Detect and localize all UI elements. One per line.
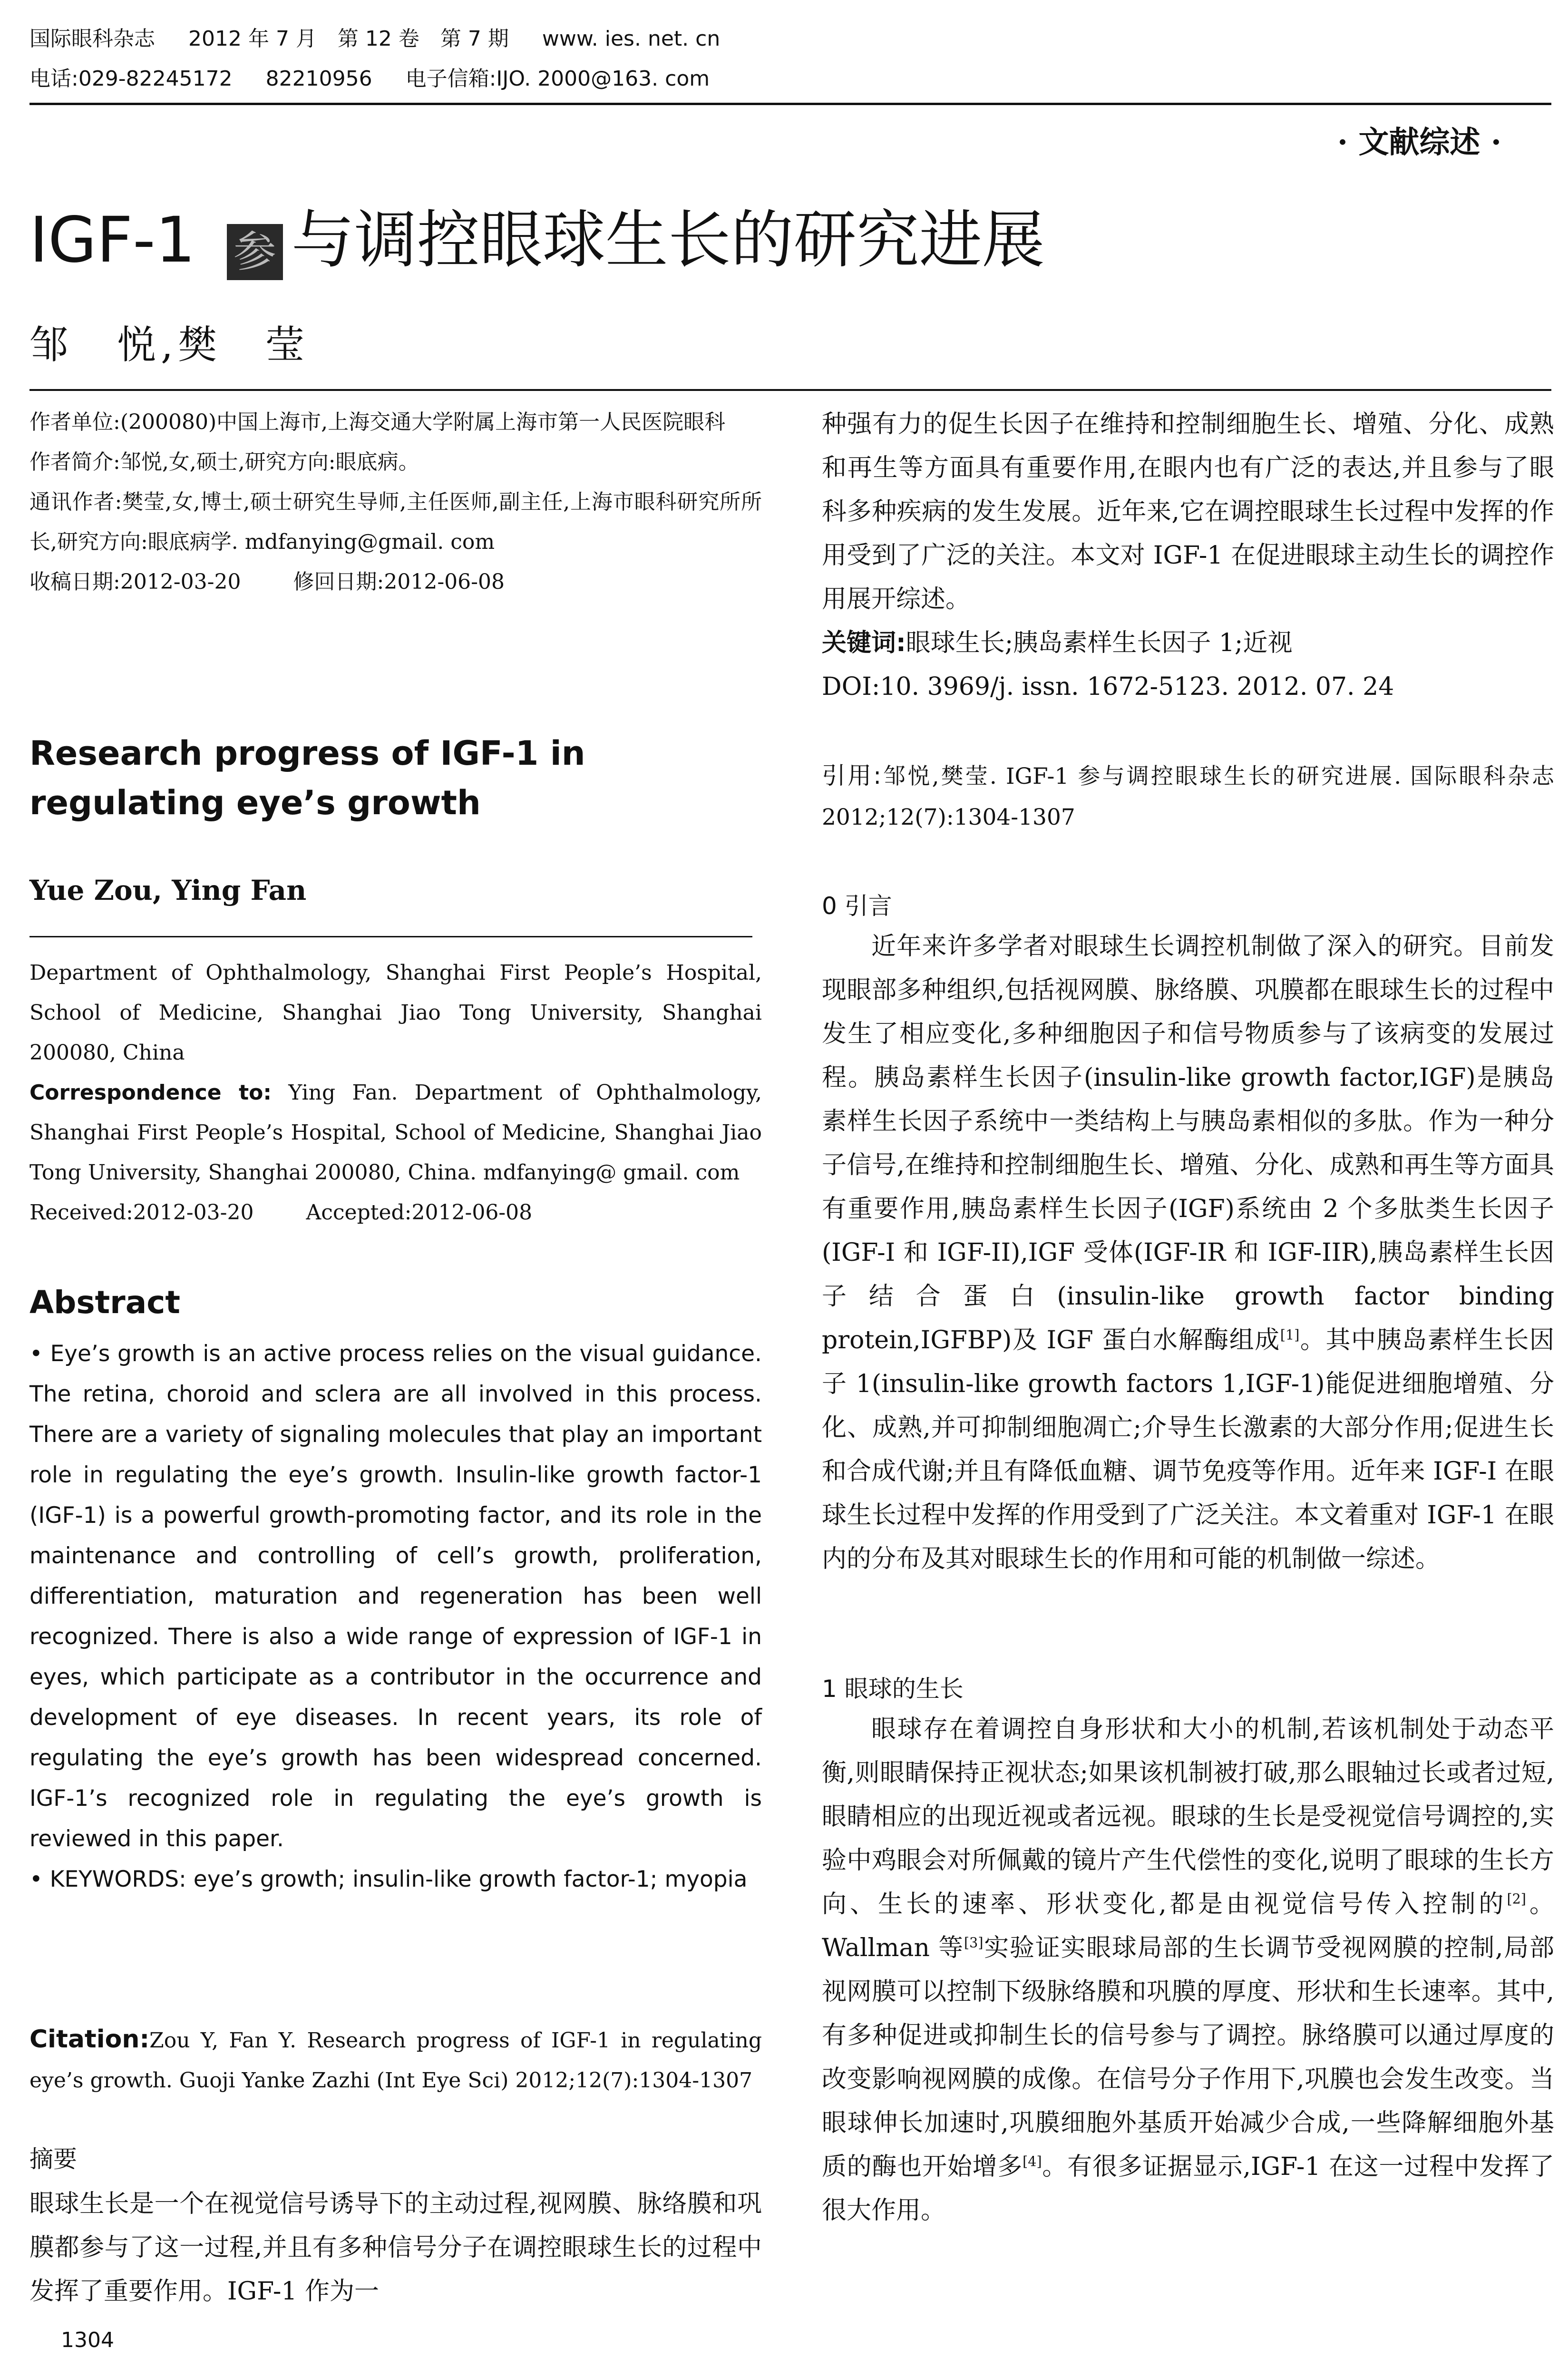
affiliation-line: 作者单位:(200080)中国上海市,上海交通大学附属上海市第一人民医院眼科: [29, 410, 726, 434]
abstract-text: • Eye’s growth is an active process relies on the visual guidance. The retina, choroid and sclera are all involved in this process. There are a variety of signaling molecules that play an important role in regulating the eye’s growth. Insulin-like growth factor-1 (IGF-1) is a powerful growth-promoting factor, and its role in the maintenance and controlling of cell’s growth, proliferation, differentiation, maturation and regeneration has been well recognized. There is also a wide range of expression of IGF-1 in eyes, which participate as a contributor in the occurrence and development of eye diseases. In recent years, its role of regulating the eye’s growth has been widespread concerned. IGF-1’s recognized role in regulating the eye’s growth is reviewed in this paper.: [29, 1341, 762, 1852]
english-authors: Yue Zou, Ying Fan: [29, 874, 307, 906]
phone-2: 82210956: [265, 67, 372, 91]
section-0-part-2: 。其中胰岛素样生长因子 1(insulin-like growth factors 1,IGF-1)能促进细胞增殖、分化、成熟,并可抑制细胞凋亡;介导生长激素的大部分作用;促进生长和合成代谢;并且有降低血糖、调节免疫等作用。近年来 IGF-I 在眼球生长过程中发挥的作用受到了广泛关注。本文着重对 IGF-1 在眼内的分布及其对眼球生长的作用和可能的机制做一综述。: [822, 1326, 1554, 1573]
citation-label: Citation:: [29, 2025, 150, 2054]
section-1-part-c: 实验证实眼球局部的生长调节受视网膜的控制,局部视网膜可以控制下级脉络膜和巩膜的厚度、形状和生长速率。其中,有多种促进或抑制生长的信号参与了调控。脉络膜可以通过厚度的改变影响视网膜的成像。在信号分子作用下,巩膜也会发生改变。当眼球伸长加速时,巩膜细胞外基质开始减少合成,一些降解细胞外基质的酶也开始增多: [822, 1934, 1554, 2181]
corresponding-author-line: 通讯作者:樊莹,女,博士,硕士研究生导师,主任医师,副主任,上海市眼科研究所所长,研究方向:眼底病学. mdfanying@gmail. com: [29, 490, 762, 554]
received-date-en: Received:2012-03-20: [29, 1200, 254, 1225]
section-0-text: [822, 925, 1554, 1581]
citation-block: [29, 2019, 762, 2101]
keywords-cn-label: 关键词:: [822, 629, 906, 657]
paper-title: [29, 200, 1045, 281]
phone: 电话:029-82245172: [29, 67, 233, 91]
title-rule: [29, 389, 1551, 391]
cite-cn-text: 邹悦,樊莹. IGF-1 参与调控眼球生长的研究进展. 国际眼科杂志 2012;12(7):1304-1307: [822, 763, 1554, 830]
correspondence-text: Ying Fan. Department of Ophthalmology, Shanghai First People’s Hospital, School of Medicine, Shanghai Jiao Tong University, Shanghai 200080, China. mdfanying@ gmail. com: [29, 1081, 762, 1185]
section-0-part-1: 近年来许多学者对眼球生长调控机制做了深入的研究。目前发现眼部多种组织,包括视网膜、脉络膜、巩膜都在眼球生长的过程中发生了相应变化,多种细胞因子和信号物质参与了该病变的发展过程。胰岛素样生长因子(insulin-like growth factor,IGF)是胰岛素样生长因子系统中一类结构上与胰岛素相似的多肽。作为一种分子信号,在维持和控制细胞生长、增殖、分化、成熟和再生等方面具有重要作用,胰岛素样生长因子(IGF)系统由 2 个多肽类生长因子(IGF-I 和 IGF-II),IGF 受体(IGF-IR 和 IGF-IIR),胰岛素样生长因子结合蛋白(insulin-like growth factor binding protein,IGFBP)及 IGF 蛋白水解酶组成: [822, 932, 1554, 1354]
correspondence: [29, 1073, 762, 1193]
english-authors-rule: [29, 936, 752, 937]
header-rule: [29, 103, 1551, 105]
author-bio-line: 作者简介:邹悦,女,硕士,研究方向:眼底病。: [29, 450, 419, 474]
journal-name: 国际眼科杂志: [29, 27, 155, 51]
abstract-block: [29, 1334, 762, 1900]
title-rest: 与调控眼球生长的研究进展: [291, 204, 1045, 277]
title-prefix: IGF-1: [29, 204, 215, 277]
revised-date-cn: 修回日期:2012-06-08: [293, 570, 505, 594]
citation-ref-2: [2]: [1507, 1890, 1526, 1907]
citation-ref-3: [3]: [964, 1934, 984, 1951]
keywords-cn-text: 眼球生长;胰岛素样生长因子 1;近视: [906, 629, 1293, 657]
abstract-heading: Abstract: [29, 1284, 180, 1321]
cite-cn-label: 引用:: [822, 762, 882, 789]
zhaiyao-heading: 摘要: [29, 2145, 77, 2173]
dates-en: [29, 1193, 762, 1233]
citation-ref-4: [4]: [1023, 2153, 1042, 2170]
received-date-cn: 收稿日期:2012-03-20: [29, 570, 241, 594]
issue-info: 2012 年 7 月 第 12 卷 第 7 期: [188, 27, 509, 51]
website: www. ies. net. cn: [542, 27, 721, 51]
doi: DOI:10. 3969/j. issn. 1672-5123. 2012. 07. 24: [822, 672, 1394, 701]
section-1-part-a: 眼球存在着调控自身形状和大小的机制,若该机制处于动态平衡,则眼睛保持正视状态;如果该机制被打破,那么眼轴过长或者过短,眼睛相应的出现近视或者远视。眼球的生长是受视觉信号调控的,实验中鸡眼会对所佩戴的镜片产生代偿性的变化,说明了眼球的生长方向、生长的速率、形状变化,都是由视觉信号传入控制的: [822, 1715, 1554, 1919]
cite-cn-block: [822, 755, 1554, 838]
english-affiliation-block: [29, 953, 762, 1233]
journal-header-line-1: [29, 25, 753, 53]
keywords-cn: [822, 621, 1554, 665]
accepted-date-en: Accepted:2012-06-08: [306, 1200, 533, 1225]
section-0-heading: 0 引言: [822, 892, 892, 920]
citation-ref-1: [1]: [1280, 1326, 1300, 1343]
title-seal: 参: [227, 224, 283, 280]
section-1-text: [822, 1707, 1554, 2232]
section-1-heading: 1 眼球的生长: [822, 1675, 964, 1703]
email: 电子信箱:IJO. 2000@163. com: [405, 67, 710, 91]
citation-text: Zou Y, Fan Y. Research progress of IGF-1 in regulating eye’s growth. Guoji Yanke Zazhi (Int Eye Sci) 2012;12(7):1304-1307: [29, 2028, 762, 2093]
keywords-en: • KEYWORDS: eye’s growth; insulin-like growth factor-1; myopia: [29, 1866, 748, 1892]
keywords-cn-block: [822, 621, 1554, 709]
english-title: Research progress of IGF-1 in regulating eye’s growth: [29, 734, 585, 822]
dates-cn: [29, 562, 762, 602]
zhaiyao-continued: 种强有力的促生长因子在维持和控制细胞生长、增殖、分化、成熟和再生等方面具有重要作用,在眼内也有广泛的表达,并且参与了眼科多种疾病的发生发展。近年来,它在调控眼球生长过程中发挥的作用受到了广泛的关注。本文对 IGF-1 在促进眼球主动生长的调控作用展开综述。: [822, 410, 1554, 614]
affiliation-block: [29, 402, 762, 602]
page-number: 1304: [61, 2328, 114, 2352]
section-1-part-d: 。有很多证据显示,IGF-1 在这一过程中发挥了很大作用。: [822, 2153, 1554, 2225]
zhaiyao-text: 眼球生长是一个在视觉信号诱导下的主动过程,视网膜、脉络膜和巩膜都参与了这一过程,并且有多种信号分子在调控眼球生长的过程中发挥了重要作用。IGF-1 作为一: [29, 2190, 762, 2306]
authors-cn: 邹 悦,樊 莹: [29, 322, 310, 368]
section-tag: · 文献综述 ·: [1337, 125, 1501, 160]
section-1-part-b: 。Wallman 等: [822, 1890, 1554, 1962]
correspondence-label: Correspondence to:: [29, 1081, 272, 1105]
journal-header-line-2: [29, 65, 743, 93]
english-affiliation: Department of Ophthalmology, Shanghai First People’s Hospital, School of Medicine, Shanghai Jiao Tong University, Shanghai 200080, China: [29, 961, 762, 1065]
